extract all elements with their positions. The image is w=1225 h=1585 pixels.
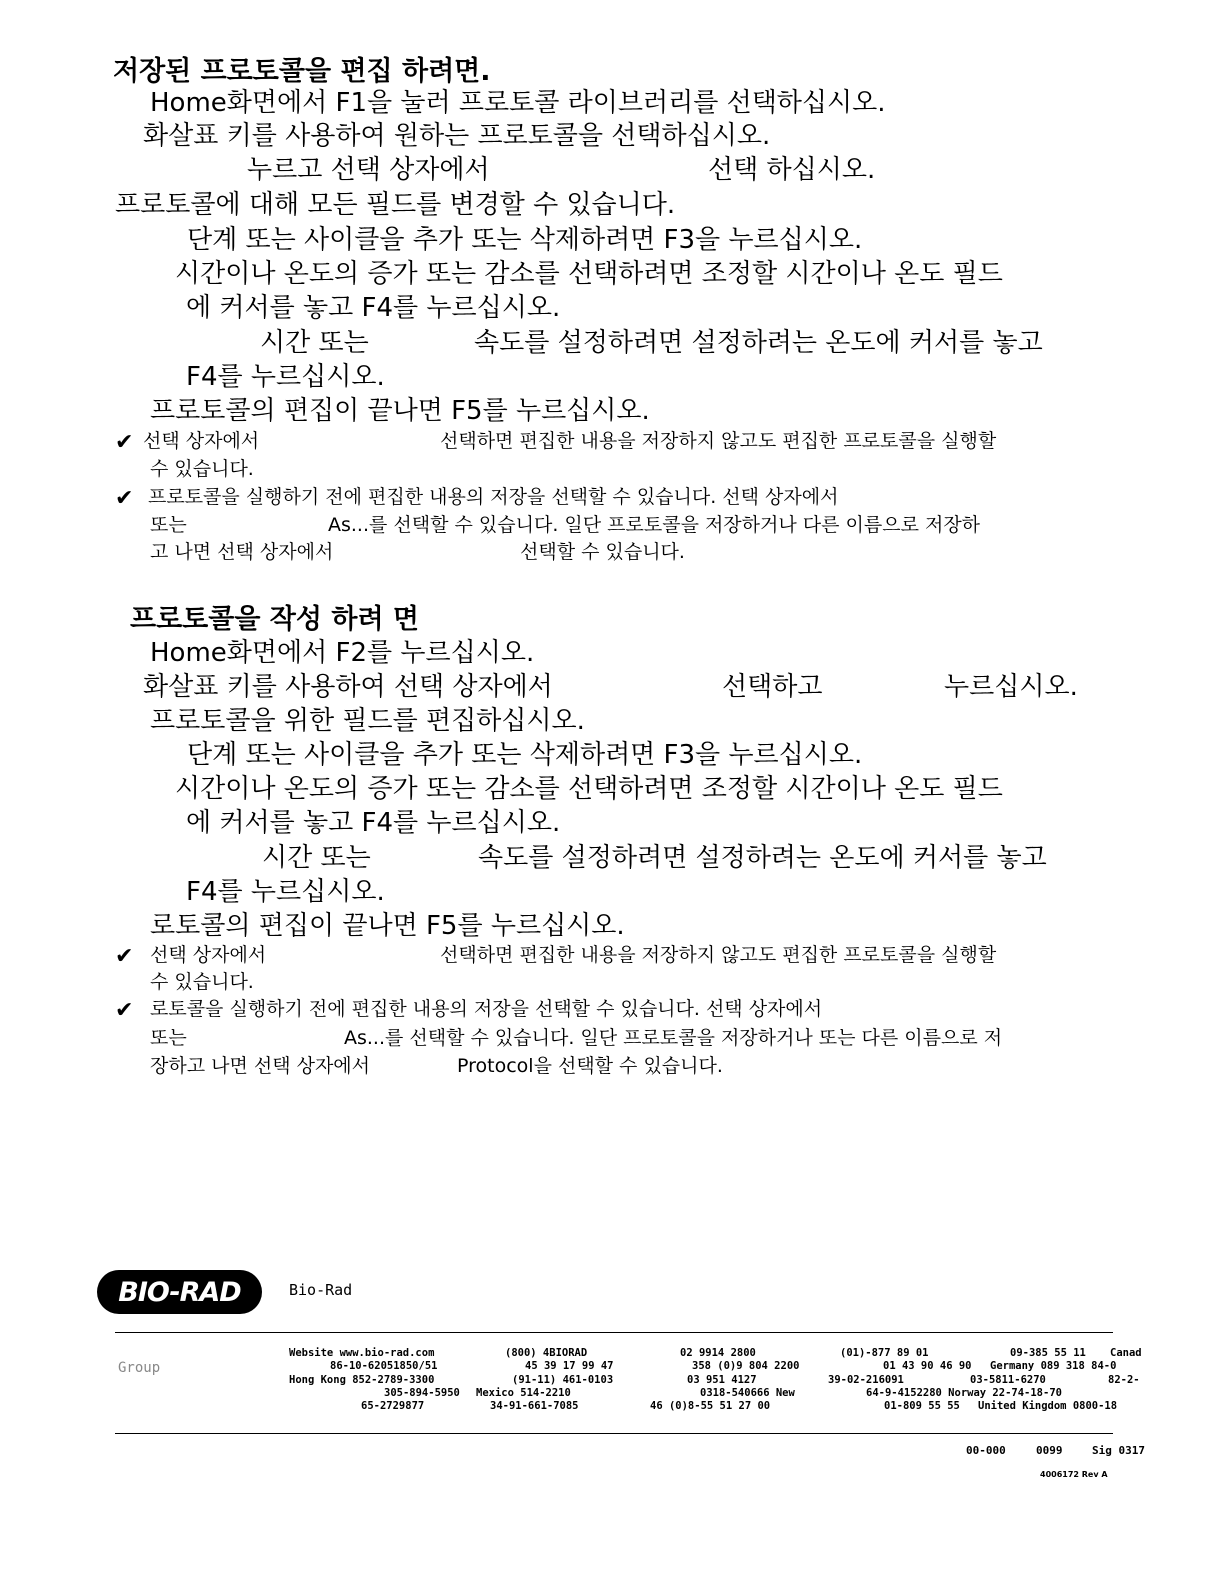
contact-phone: 45 39 17 99 47 (525, 1360, 614, 1372)
contact-phone: 03-5811-6270 (970, 1374, 1046, 1386)
top-divider (115, 1332, 1113, 1333)
contact-phone: 65-2729877 (361, 1400, 425, 1412)
create-note-2a: 로토콜을 실행하기 전에 편집한 내용의 저장을 선택할 수 있습니다. 선택 상자에서 (150, 998, 823, 1020)
create-note-2b: 또는 (150, 1027, 187, 1049)
create-step-6b: 속도를 설정하려면 설정하려는 온도에 커서를 놓고 (478, 843, 1047, 873)
group-label: Group (118, 1360, 161, 1376)
contact-phone: 01-809 55 55 (884, 1400, 960, 1412)
create-step-2a: 화살표 키를 사용하여 선택 상자에서 (143, 672, 553, 702)
checkmark-icon: ✔ (115, 998, 134, 1023)
contact-phone: 03 951 4127 (687, 1374, 757, 1386)
create-step-7: 로토콜의 편집이 끝나면 F5를 누르십시오. (150, 911, 625, 941)
edit-note-2b: 또는 (150, 514, 187, 536)
doc-code: 00-000 (966, 1444, 1006, 1457)
create-heading: 프로토콜을 작성 하려 면 (130, 604, 420, 635)
edit-note-1c: 수 있습니다. (150, 458, 254, 480)
part-number: 4006172 Rev A (1040, 1470, 1108, 1479)
edit-note-1b: 선택하면 편집한 내용을 저장하지 않고도 편집한 프로토콜을 실행할 (440, 430, 997, 452)
bottom-divider (115, 1433, 1113, 1434)
contact-phone: Hong Kong 852-2789-3300 (289, 1374, 435, 1386)
contact-website: Website www.bio-rad.com (289, 1347, 435, 1359)
edit-step-3b: 선택 하십시오. (708, 155, 876, 185)
contact-phone: 46 (0)8-55 51 27 00 (650, 1400, 771, 1412)
contact-phone: 02 9914 2800 (680, 1347, 756, 1359)
contact-phone: 09-385 55 11 (1010, 1347, 1086, 1359)
doc-sig: Sig 0317 (1092, 1444, 1145, 1457)
edit-step-6: 시간이나 온도의 증가 또는 감소를 선택하려면 조정할 시간이나 온도 필드 (175, 259, 1003, 289)
create-note-2e: Protocol을 선택할 수 있습니다. (457, 1055, 723, 1077)
edit-step-7b: 속도를 설정하려면 설정하려는 온도에 커서를 놓고 (474, 328, 1043, 358)
create-note-1b: 선택하면 편집한 내용을 저장하지 않고도 편집한 프로토콜을 실행할 (440, 944, 997, 966)
edit-note-2c: As...를 선택할 수 있습니다. 일단 프로토콜을 저장하거나 다른 이름으로 저장하 (328, 514, 981, 536)
contact-phone: Germany 089 318 84-0 (990, 1360, 1117, 1372)
contact-phone: (91-11) 461-0103 (512, 1374, 614, 1386)
contact-phone: 86-10-62051850/51 (330, 1360, 438, 1372)
checkmark-icon: ✔ (115, 486, 134, 511)
contact-phone: 82-2- (1108, 1374, 1140, 1386)
create-step-6a: 시간 또는 (262, 843, 371, 873)
create-step-5: 시간이나 온도의 증가 또는 감소를 선택하려면 조정할 시간이나 온도 필드 (175, 774, 1003, 804)
create-note-2d: 장하고 나면 선택 상자에서 (150, 1055, 371, 1077)
create-step-1: Home화면에서 F2를 누르십시오. (150, 638, 535, 668)
edit-heading: 저장된 프로토콜을 편집 하려면. (113, 56, 491, 87)
checkmark-icon: ✔ (115, 944, 134, 969)
edit-step-1: Home화면에서 F1을 눌러 프로토콜 라이브러리를 선택하십시오. (150, 88, 886, 118)
edit-step-6b: 에 커서를 놓고 F4를 누르십시오. (186, 293, 561, 323)
edit-step-8: 프로토콜의 편집이 끝나면 F5를 누르십시오. (150, 396, 650, 426)
edit-note-2a: 프로토콜을 실행하기 전에 편집한 내용의 저장을 선택할 수 있습니다. 선택 상자에서 (148, 486, 839, 508)
contact-phone: Canad (1110, 1347, 1142, 1359)
contact-phone: 0318-540666 New (700, 1387, 795, 1399)
contact-phone: 305-894-5950 (384, 1387, 460, 1399)
doc-code: 0099 (1036, 1444, 1063, 1457)
checkmark-icon: ✔ (115, 430, 134, 455)
contact-phone: 358 (0)9 804 2200 (692, 1360, 800, 1372)
contact-phone: 01 43 90 46 90 (883, 1360, 972, 1372)
edit-step-7c: F4를 누르십시오. (186, 362, 385, 392)
contact-phone: 39-02-216091 (828, 1374, 904, 1386)
edit-note-2e: 선택할 수 있습니다. (520, 541, 685, 563)
contact-phone: (800) 4BIORAD (505, 1347, 588, 1359)
contact-phone: Mexico 514-2210 (476, 1387, 571, 1399)
create-note-1a: 선택 상자에서 (150, 944, 267, 966)
bio-rad-logo: BIO-RAD (97, 1270, 262, 1314)
contact-phone: United Kingdom 0800-18 (978, 1400, 1118, 1412)
edit-step-2: 화살표 키를 사용하여 원하는 프로토콜을 선택하십시오. (143, 121, 771, 151)
create-step-2c: 누르십시오. (944, 672, 1078, 702)
edit-step-4: 프로토콜에 대해 모든 필드를 변경할 수 있습니다. (115, 190, 676, 220)
create-note-1c: 수 있습니다. (150, 971, 254, 993)
edit-step-3a: 누르고 선택 상자에서 (247, 155, 490, 185)
create-step-5b: 에 커서를 놓고 F4를 누르십시오. (186, 808, 561, 838)
create-step-2b: 선택하고 (722, 672, 823, 702)
edit-step-7a: 시간 또는 (260, 328, 369, 358)
contact-phone: 34-91-661-7085 (490, 1400, 579, 1412)
create-step-4: 단계 또는 사이클을 추가 또는 삭제하려면 F3을 누르십시오. (187, 740, 863, 770)
contact-phone: 64-9-4152280 Norway 22-74-18-70 (866, 1387, 1062, 1399)
edit-note-1a: 선택 상자에서 (143, 430, 260, 452)
contact-phone: (01)-877 89 01 (840, 1347, 929, 1359)
brand-name: Bio-Rad (289, 1281, 353, 1299)
create-step-3: 프로토콜을 위한 필드를 편집하십시오. (150, 706, 585, 736)
edit-step-5: 단계 또는 사이클을 추가 또는 삭제하려면 F3을 누르십시오. (187, 225, 863, 255)
edit-note-2d: 고 나면 선택 상자에서 (150, 541, 334, 563)
create-step-6c: F4를 누르십시오. (186, 877, 385, 907)
create-note-2c: As...를 선택할 수 있습니다. 일단 프로토콜을 저장하거나 또는 다른 이름으로 저 (344, 1027, 1003, 1049)
